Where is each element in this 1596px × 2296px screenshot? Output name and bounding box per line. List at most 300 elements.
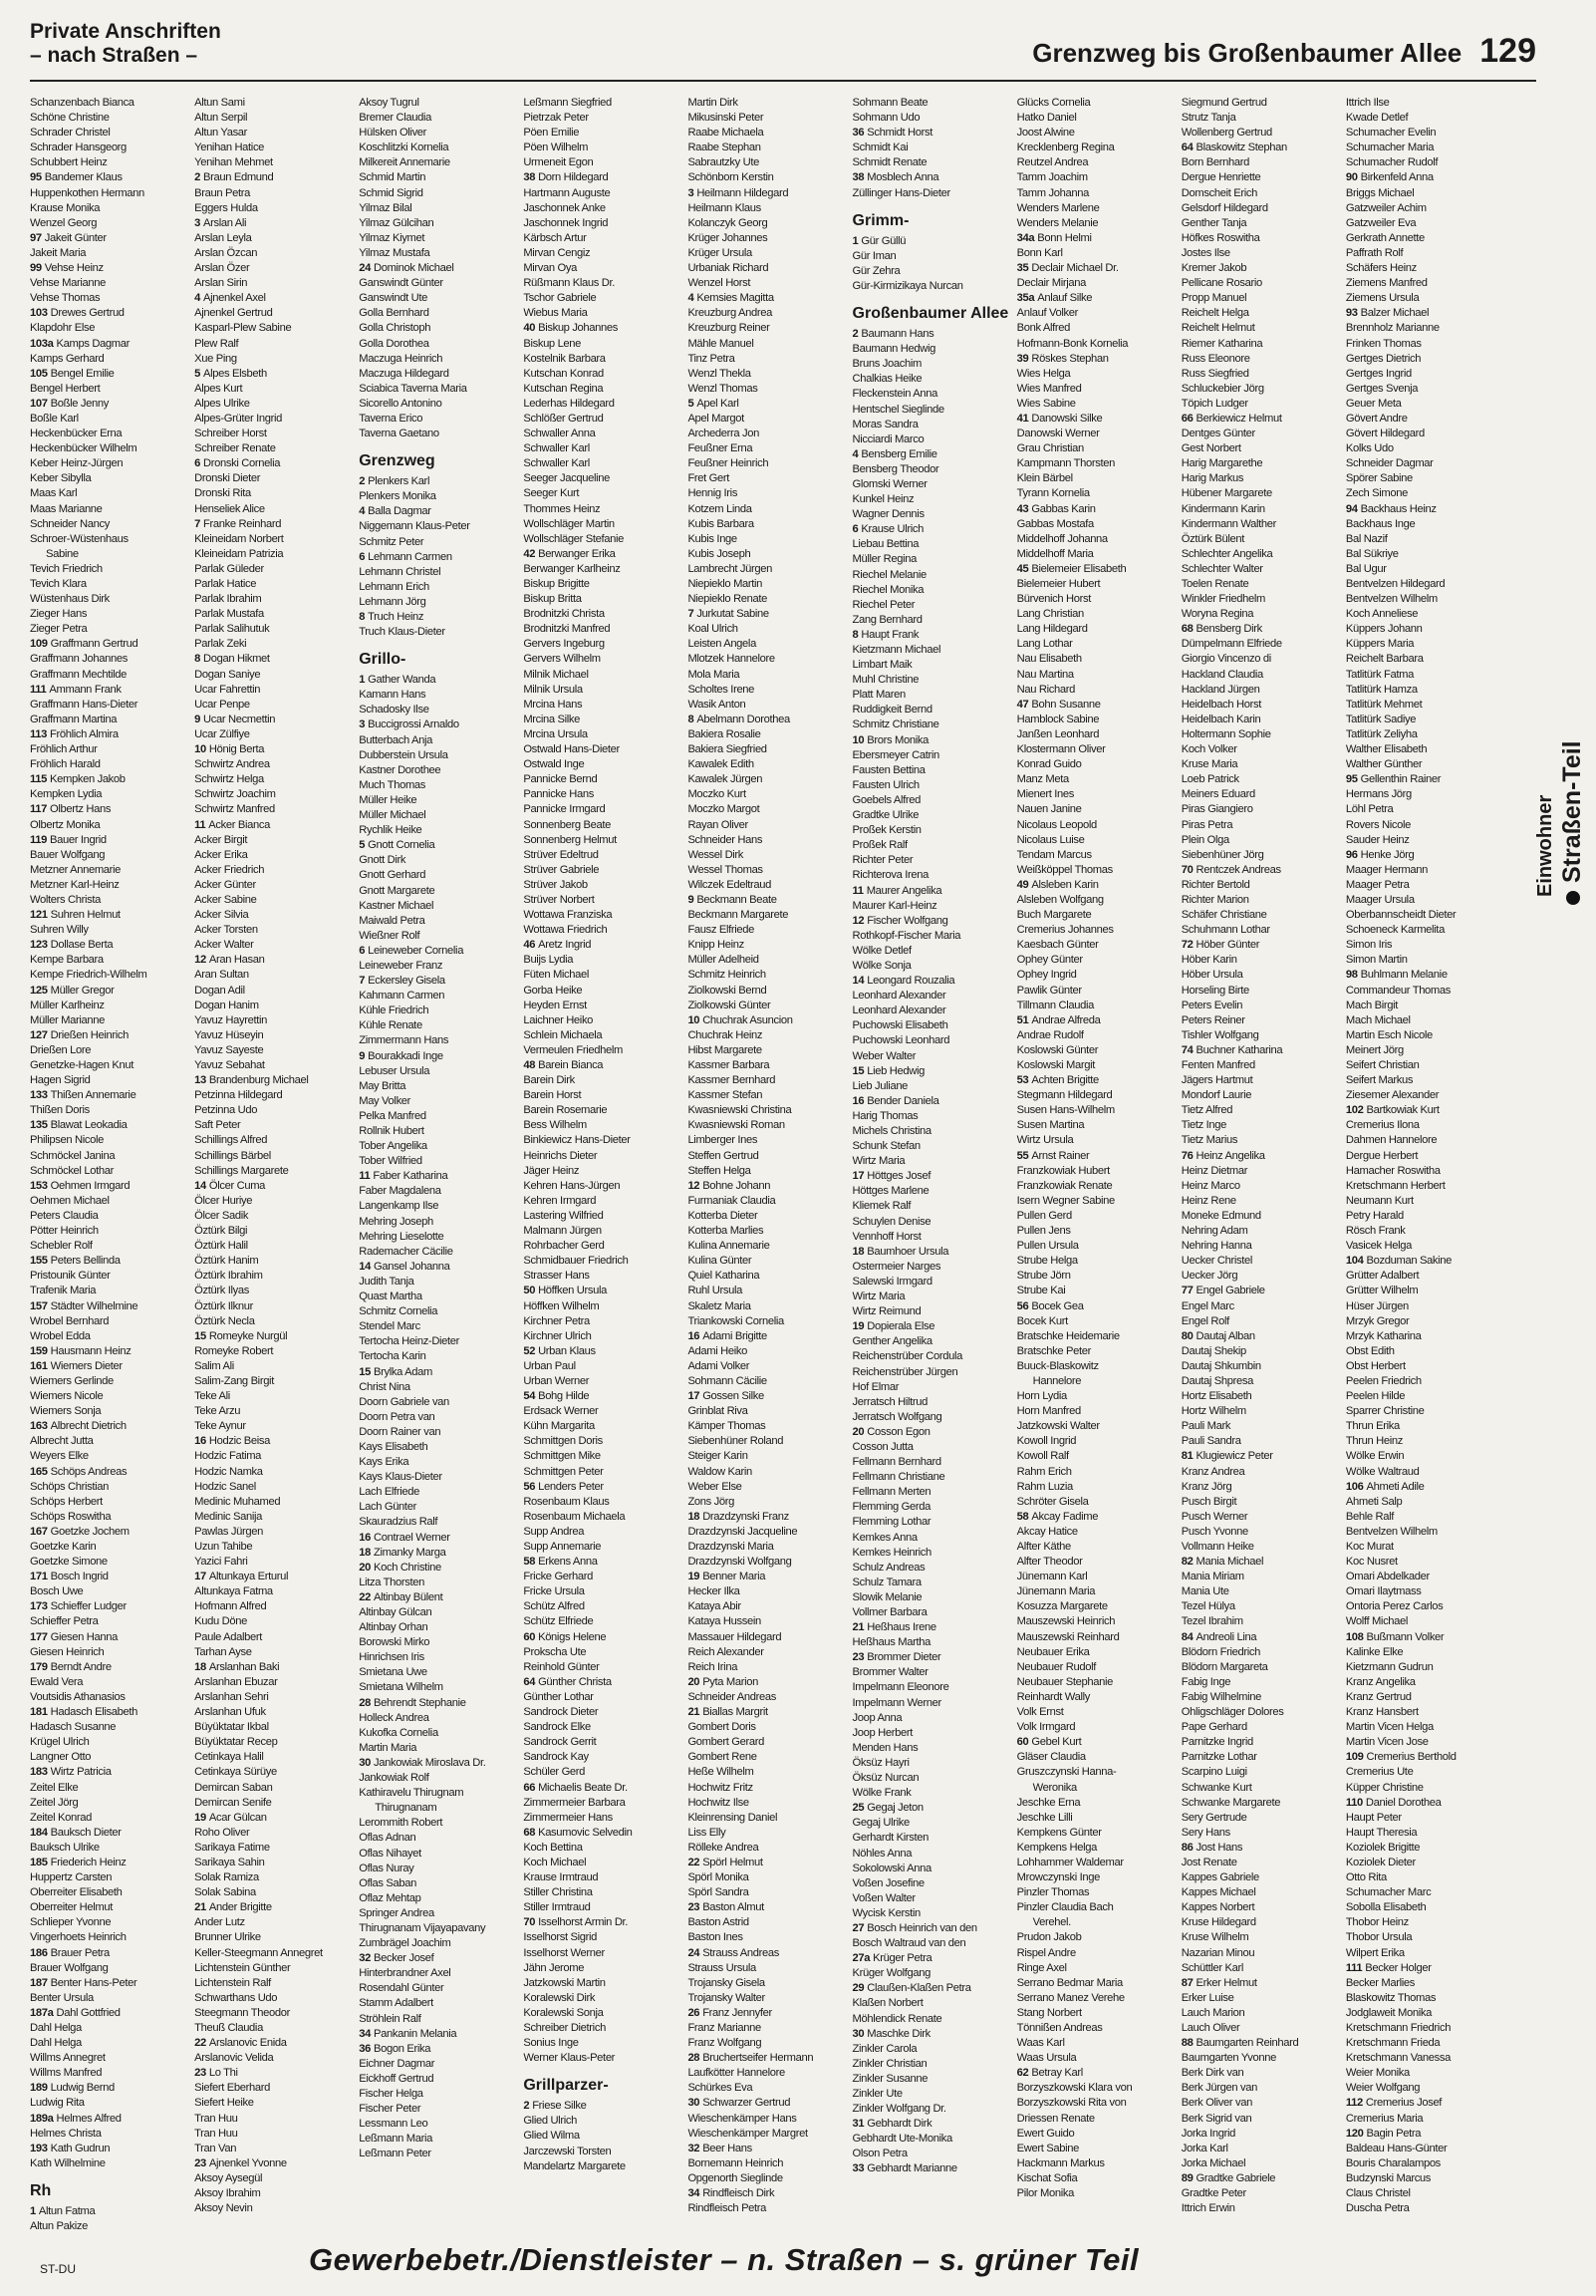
- list-item: [30, 1570, 188, 1584]
- resident-name: Parnitzke Lothar: [1181, 1751, 1257, 1764]
- list-item: [1017, 727, 1176, 742]
- list-item: [1017, 2081, 1176, 2096]
- resident-name: Feußner Erna: [687, 442, 753, 455]
- list-item: [853, 327, 1011, 342]
- list-item: [1346, 1374, 1504, 1389]
- list-item: [194, 1164, 353, 1179]
- list-item: [1346, 1720, 1504, 1735]
- resident-name: Sciabica Taverna Maria: [359, 382, 467, 395]
- list-item: [30, 170, 188, 185]
- list-item: [853, 1245, 1011, 1260]
- resident-name: Acar Gülcan: [208, 1811, 267, 1824]
- list-item: [853, 1546, 1011, 1561]
- house-number: 64: [523, 1675, 536, 1688]
- resident-name: Goetzke Simone: [30, 1556, 108, 1569]
- list-item: [523, 2006, 681, 2021]
- resident-name: Höfkes Roswitha: [1181, 231, 1260, 244]
- resident-name: Aksoy Ibrahim: [194, 2187, 261, 2200]
- list-item: [194, 291, 353, 306]
- resident-name: Lambrecht Jürgen: [687, 562, 773, 575]
- list-item: [1346, 1194, 1504, 1209]
- resident-name: Martin Vicen Helga: [1345, 1721, 1434, 1734]
- house-number: 7: [359, 975, 366, 988]
- resident-name: Barein Horst: [523, 1089, 582, 1102]
- list-item: [1346, 923, 1504, 938]
- list-item: [1346, 772, 1504, 787]
- list-item: [30, 2127, 188, 2142]
- resident-name: Romeyke Nurgül: [208, 1329, 288, 1342]
- resident-name: Bensberg Theodor: [852, 462, 939, 475]
- resident-name: Giesen Heinrich: [30, 1645, 105, 1658]
- list-item: [359, 853, 517, 868]
- list-item: [523, 562, 681, 577]
- list-item: [523, 1419, 681, 1434]
- house-number: 27: [852, 1921, 865, 1934]
- house-number: 93: [1345, 307, 1358, 320]
- resident-name: Heinz Marco: [1181, 1179, 1240, 1192]
- resident-name: Arslan Sirin: [194, 277, 248, 290]
- list-item: [523, 2051, 681, 2066]
- list-item: [194, 637, 353, 652]
- list-item: [853, 1996, 1011, 2011]
- directory-column: [687, 96, 846, 2218]
- resident-name: Krause Ulrich: [861, 523, 925, 536]
- list-item: [1346, 1915, 1504, 1930]
- resident-name: Thißen Doris: [30, 1104, 90, 1117]
- list-item: [1182, 2142, 1340, 2156]
- list-item: [1017, 2127, 1176, 2142]
- resident-name: Brunner Ulrike: [194, 1931, 261, 1944]
- resident-name: Wilpert Erika: [1345, 1946, 1405, 1959]
- list-item: [30, 562, 188, 577]
- resident-name: Dautaj Shekip: [1181, 1344, 1246, 1357]
- list-item: [359, 1154, 517, 1169]
- list-item: [1017, 652, 1176, 667]
- list-item: [1017, 532, 1176, 547]
- house-number: 18: [687, 1510, 700, 1523]
- list-item: [194, 1870, 353, 1885]
- list-item: [853, 552, 1011, 567]
- resident-name: Mrcina Silke: [523, 713, 581, 725]
- list-item: [359, 489, 517, 504]
- list-item: [359, 974, 517, 989]
- list-item: [687, 1329, 846, 1344]
- list-item: [359, 2057, 517, 2072]
- list-item: [1017, 577, 1176, 592]
- resident-name: Kirchner Ulrich: [523, 1329, 592, 1342]
- list-item: [1346, 2006, 1504, 2021]
- resident-name: Mähle Manuel: [687, 337, 754, 350]
- list-item: [1017, 2066, 1176, 2081]
- resident-name: Müller Gregor: [50, 984, 115, 997]
- list-item: [359, 1500, 517, 1515]
- list-item: [1346, 999, 1504, 1013]
- list-item: [523, 1555, 681, 1570]
- list-item: [1346, 1013, 1504, 1028]
- list-item: [687, 427, 846, 441]
- resident-name: Baston Astrid: [687, 1916, 749, 1929]
- resident-name: Haupt Theresia: [1345, 1826, 1418, 1839]
- list-item: [523, 923, 681, 938]
- list-item: [853, 2057, 1011, 2072]
- resident-name: Rahm Luzia: [1016, 1480, 1073, 1493]
- resident-name: Hadasch Elisabeth: [50, 1706, 137, 1719]
- list-item: [30, 668, 188, 683]
- list-item: [523, 1826, 681, 1841]
- resident-name: Martin Vicen Jose: [1345, 1736, 1429, 1749]
- list-item: [194, 427, 353, 441]
- resident-name: Verehel.: [1032, 1916, 1071, 1929]
- list-item: [194, 787, 353, 802]
- house-number: 33: [852, 2162, 865, 2175]
- list-item: [1346, 471, 1504, 486]
- resident-name: Kaesbach Günter: [1016, 939, 1099, 952]
- resident-name: Yavuz Hüseyin: [194, 1028, 264, 1041]
- resident-name: Berndt Andre: [50, 1660, 112, 1673]
- list-item: [1182, 1976, 1340, 1991]
- resident-name: Spörer Sabine: [1345, 472, 1413, 485]
- resident-name: Seifert Markus: [1345, 1074, 1414, 1087]
- resident-name: Riechel Peter: [852, 598, 916, 611]
- list-item: [359, 1365, 517, 1380]
- resident-name: Kämper Thomas: [687, 1420, 766, 1433]
- resident-name: Kranz Andrea: [1181, 1465, 1245, 1478]
- resident-name: Tatlitürk Mehmet: [1345, 698, 1423, 711]
- resident-name: Steffen Gertrud: [687, 1149, 759, 1162]
- list-item: [1346, 1239, 1504, 1254]
- list-item: [687, 1434, 846, 1449]
- resident-name: Hönig Berta: [208, 743, 265, 756]
- resident-name: Plenkers Karl: [368, 475, 430, 488]
- list-item: [523, 698, 681, 713]
- resident-name: Kreuzburg Andrea: [687, 307, 773, 320]
- list-item: [30, 683, 188, 698]
- list-item: [687, 1675, 846, 1690]
- resident-name: Nau Richard: [1016, 683, 1075, 696]
- resident-name: Glied Ulrich: [523, 2115, 577, 2128]
- resident-name: May Britta: [359, 1079, 406, 1092]
- list-item: [1346, 863, 1504, 878]
- resident-name: Drazdzynski Wolfgang: [687, 1556, 792, 1569]
- list-item: [687, 1946, 846, 1961]
- list-item: [1017, 713, 1176, 727]
- list-item: [194, 1841, 353, 1856]
- list-item: [853, 1260, 1011, 1275]
- list-item: [687, 1495, 846, 1510]
- list-item: [1182, 1088, 1340, 1103]
- resident-name: Hecker Ilka: [687, 1585, 740, 1598]
- resident-name: Gebel Kurt: [1031, 1736, 1082, 1749]
- resident-name: Proßek Ralf: [852, 839, 908, 852]
- resident-name: Maas Marianne: [30, 502, 103, 515]
- resident-name: Biskup Lene: [523, 337, 582, 350]
- resident-name: Kulina Günter: [687, 1255, 752, 1268]
- resident-name: Koch Volker: [1181, 743, 1237, 756]
- resident-name: Jodglaweit Monika: [1345, 2006, 1432, 2019]
- list-item: [1182, 441, 1340, 456]
- list-item: [359, 1260, 517, 1275]
- resident-name: Schmidt Kai: [852, 142, 909, 154]
- resident-name: Arslanhan Sehri: [194, 1690, 269, 1703]
- house-number: 16: [194, 1435, 206, 1448]
- list-item: [359, 1590, 517, 1605]
- list-item: [1182, 1449, 1340, 1464]
- footer-note: Gewerbebetr./Dienstleister – n. Straßen – s. grüner Teil: [309, 2242, 1140, 2277]
- list-item: [1182, 683, 1340, 698]
- resident-name: Barein Bianca: [538, 1059, 604, 1071]
- list-item: [1346, 2142, 1504, 2156]
- list-item: [523, 2129, 681, 2144]
- resident-name: Pannicke Bernd: [523, 773, 598, 786]
- resident-name: Pellicane Rosario: [1181, 277, 1262, 290]
- resident-name: Wies Manfred: [1016, 382, 1082, 395]
- resident-name: Klapdohr Else: [30, 322, 96, 335]
- list-item: [30, 517, 188, 532]
- house-number: 189: [30, 2082, 48, 2095]
- list-item: [1017, 261, 1176, 276]
- resident-name: Albrecht Dietrich: [50, 1420, 127, 1433]
- resident-name: Fröhlich Harald: [30, 758, 101, 771]
- resident-name: Sonius Inge: [523, 2037, 579, 2050]
- list-item: [1182, 2201, 1340, 2216]
- list-item: [687, 1043, 846, 1058]
- resident-name: Gombert Gerard: [687, 1736, 764, 1749]
- resident-name: Ajnenkel Axel: [202, 292, 266, 305]
- list-item: [1017, 1164, 1176, 1179]
- resident-name: Baumann Hedwig: [852, 343, 935, 356]
- list-item: [359, 688, 517, 703]
- resident-name: Tezel Hülya: [1181, 1600, 1235, 1613]
- list-item: [523, 1284, 681, 1298]
- resident-name: Heinrichs Dieter: [523, 1149, 598, 1162]
- resident-name: Öztürk Hanim: [194, 1255, 259, 1268]
- house-number: 52: [523, 1344, 536, 1357]
- list-item: [1346, 938, 1504, 953]
- resident-name: Kemkes Anna: [852, 1531, 918, 1544]
- list-item: [30, 111, 188, 126]
- resident-name: Hülsken Oliver: [359, 127, 427, 140]
- list-item: [687, 517, 846, 532]
- list-item: [359, 1576, 517, 1590]
- house-number: 119: [30, 833, 47, 846]
- resident-name: Leßmann Peter: [359, 2148, 431, 2160]
- resident-name: Russ Eleonore: [1181, 352, 1250, 365]
- house-number: 14: [194, 1179, 206, 1192]
- resident-name: Zinkler Ute: [852, 2088, 903, 2100]
- list-item: [194, 772, 353, 787]
- resident-name: Brauer Wolfgang: [30, 1961, 109, 1974]
- list-item: [30, 382, 188, 397]
- resident-name: Kranz Hansbert: [1345, 1706, 1419, 1719]
- resident-name: Leineweber Cornelia: [368, 944, 464, 957]
- resident-name: Ewert Sabine: [1016, 2142, 1079, 2154]
- resident-name: Bourakkadi Inge: [368, 1049, 443, 1062]
- list-item: [687, 1404, 846, 1419]
- resident-name: Kwasniewski Christina: [687, 1104, 792, 1117]
- resident-name: Pawlik Günter: [1016, 984, 1082, 997]
- list-item: [1017, 1915, 1176, 1930]
- list-item: [1346, 1660, 1504, 1675]
- list-item: [523, 96, 681, 111]
- list-item: [1182, 1961, 1340, 1976]
- resident-name: Rosendahl Günter: [359, 1982, 444, 1995]
- resident-name: Bosch Heinrich van den: [867, 1921, 977, 1934]
- street-range-title: Grenzweg bis Großenbaumer Allee: [1032, 38, 1463, 68]
- resident-name: Lehmann Erich: [359, 580, 429, 593]
- resident-name: Goetzke Karin: [30, 1541, 97, 1553]
- list-item: [194, 908, 353, 923]
- resident-name: Heyden Ernst: [523, 999, 587, 1011]
- resident-name: Gradtke Gabriele: [1196, 2171, 1276, 2184]
- resident-name: Hüser Jürgen: [1345, 1299, 1409, 1312]
- resident-name: Sabrautzky Ute: [687, 156, 760, 169]
- resident-name: Weber Else: [687, 1480, 742, 1493]
- resident-name: Sandrock Elke: [523, 1721, 591, 1734]
- resident-name: Ittrich Erwin: [1181, 2202, 1235, 2215]
- resident-name: Oflas Nuray: [359, 1862, 414, 1874]
- resident-name: Koralewski Dirk: [523, 1991, 596, 2004]
- list-item: [853, 823, 1011, 838]
- house-number: 10: [687, 1013, 700, 1026]
- resident-name: Müller Adelheid: [687, 954, 759, 967]
- list-item: [853, 1756, 1011, 1771]
- list-item: [359, 1891, 517, 1906]
- list-item: [853, 1590, 1011, 1605]
- list-item: [1017, 1690, 1176, 1705]
- resident-name: Cremerius Maria: [1345, 2112, 1424, 2125]
- list-item: [687, 2096, 846, 2111]
- house-number: 19: [687, 1571, 700, 1583]
- list-item: [523, 622, 681, 637]
- resident-name: Jähn Jerome: [523, 1961, 585, 1974]
- list-item: [1182, 878, 1340, 893]
- list-item: [1182, 1374, 1340, 1389]
- list-item: [523, 818, 681, 833]
- list-item: [194, 2171, 353, 2186]
- resident-name: Danowski Werner: [1016, 428, 1100, 440]
- resident-name: Jägers Hartmut: [1181, 1074, 1253, 1087]
- resident-name: Maager Ursula: [1345, 893, 1415, 906]
- resident-name: Lehmann Christel: [359, 565, 441, 578]
- resident-name: Ölcer Sadik: [194, 1209, 249, 1222]
- list-item: [687, 1555, 846, 1570]
- resident-name: Dollase Berta: [50, 939, 114, 952]
- resident-name: Bosch Uwe: [30, 1585, 84, 1598]
- resident-name: Yilmaz Bilal: [359, 201, 412, 214]
- list-item: [687, 1239, 846, 1254]
- house-number: 89: [1181, 2171, 1194, 2184]
- resident-name: Reich Irina: [687, 1660, 738, 1673]
- list-item: [359, 1018, 517, 1033]
- list-item: [523, 261, 681, 276]
- list-item: [523, 367, 681, 382]
- resident-name: Zech Simone: [1345, 487, 1408, 500]
- resident-name: Mirvan Cengiz: [523, 246, 591, 259]
- list-item: [687, 1930, 846, 1945]
- resident-name: Jorka Ingrid: [1181, 2127, 1236, 2140]
- resident-name: Jost Renate: [1181, 1856, 1237, 1868]
- resident-name: Plein Olga: [1181, 833, 1229, 846]
- resident-name: Fausten Ulrich: [852, 778, 920, 791]
- resident-name: Bohg Hilde: [538, 1390, 590, 1403]
- list-item: [1017, 1028, 1176, 1043]
- resident-name: Kutschan Regina: [523, 382, 604, 395]
- resident-name: Golla Christoph: [359, 322, 431, 335]
- list-item: [194, 486, 353, 501]
- resident-name: Olbertz Monika: [30, 818, 101, 831]
- resident-name: Holtermann Sophie: [1181, 727, 1271, 740]
- resident-name: Holleck Andrea: [359, 1711, 429, 1724]
- list-item: [523, 1645, 681, 1660]
- resident-name: Andrae Alfreda: [1031, 1013, 1101, 1026]
- list-item: [1182, 742, 1340, 757]
- list-item: [194, 397, 353, 412]
- house-number: 98: [1345, 969, 1358, 982]
- resident-name: Franz Jennyfer: [702, 2006, 772, 2019]
- list-item: [1346, 953, 1504, 968]
- list-item: [687, 1389, 846, 1404]
- resident-name: Ittrich Ilse: [1345, 97, 1390, 109]
- list-item: [194, 2112, 353, 2127]
- resident-name: Maurer Karl-Heinz: [852, 899, 937, 912]
- resident-name: Sonnenberg Helmut: [523, 833, 617, 846]
- resident-name: Moras Sandra: [852, 418, 919, 430]
- resident-name: Ander Brigitte: [208, 1901, 272, 1914]
- list-item: [1346, 1299, 1504, 1314]
- list-item: [687, 486, 846, 501]
- list-item: [1346, 713, 1504, 727]
- list-item: [853, 703, 1011, 718]
- house-number: 115: [30, 773, 47, 786]
- house-number: 117: [30, 803, 47, 816]
- list-item: [1182, 772, 1340, 787]
- list-item: [523, 1525, 681, 1540]
- resident-name: Ludwig Rita: [30, 2097, 85, 2110]
- resident-name: Pawlas Jürgen: [194, 1525, 263, 1538]
- list-item: [359, 276, 517, 291]
- house-number: 13: [194, 1074, 206, 1087]
- resident-name: Jostes Ilse: [1181, 246, 1230, 259]
- list-item: [1346, 1856, 1504, 1870]
- house-number: 2: [523, 2100, 530, 2113]
- resident-name: Zimmermeier Barbara: [523, 1796, 626, 1809]
- resident-name: Yavuz Sebahat: [194, 1059, 265, 1071]
- resident-name: Reichelt Helga: [1181, 307, 1249, 320]
- resident-name: Neumann Kurt: [1345, 1194, 1414, 1207]
- resident-name: Peelen Friedrich: [1345, 1374, 1422, 1387]
- resident-name: Susen Hans-Wilhelm: [1016, 1104, 1115, 1117]
- list-item: [359, 733, 517, 748]
- resident-name: Spörl Sandra: [687, 1886, 749, 1899]
- list-item: [853, 447, 1011, 462]
- list-item: [194, 382, 353, 397]
- resident-name: Leonhard Alexander: [852, 1004, 946, 1017]
- house-number: 21: [687, 1706, 700, 1719]
- list-item: [359, 1395, 517, 1410]
- list-item: [1182, 1856, 1340, 1870]
- resident-name: Kotterba Marlies: [687, 1225, 764, 1238]
- list-item: [687, 532, 846, 547]
- resident-name: Ölcer Huriye: [194, 1194, 253, 1207]
- list-item: [1017, 1299, 1176, 1314]
- resident-name: Parlak Hatice: [194, 578, 257, 590]
- resident-name: Heße Wilhelm: [687, 1766, 754, 1779]
- list-item: [1017, 321, 1176, 336]
- house-number: 28: [687, 2052, 700, 2065]
- list-item: [1017, 1013, 1176, 1028]
- resident-name: Grütter Wilhelm: [1345, 1285, 1419, 1297]
- list-item: [194, 412, 353, 427]
